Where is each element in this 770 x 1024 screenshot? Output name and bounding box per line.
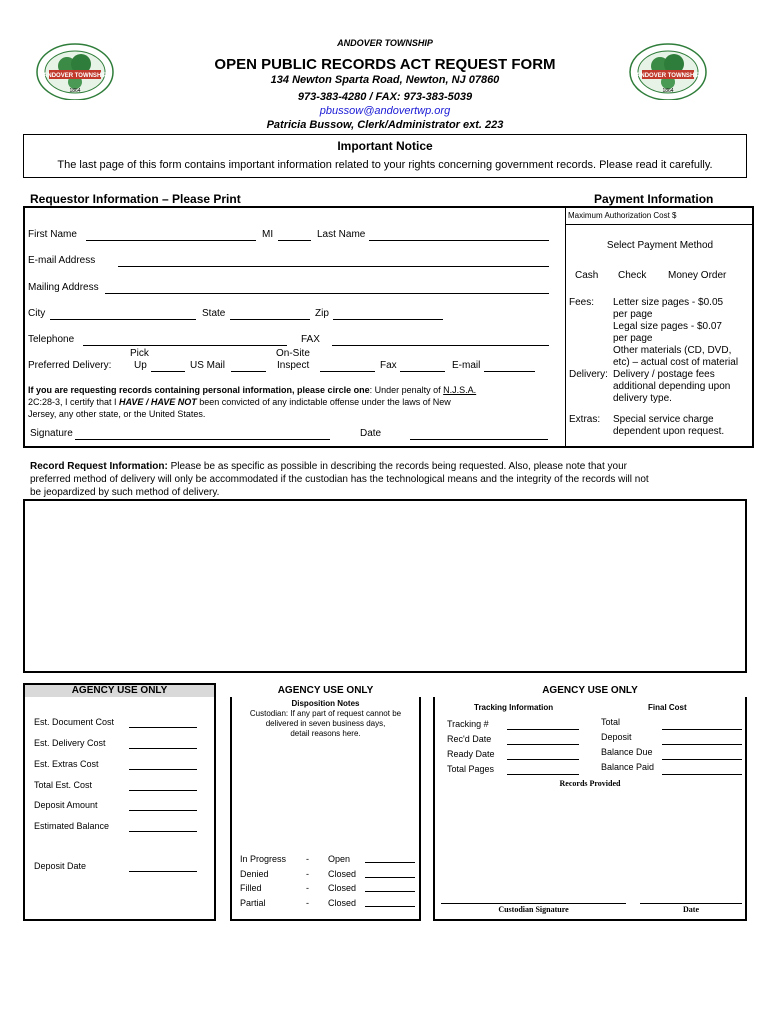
deposit-date-field[interactable] [129,871,197,872]
onsite-label: On-Site [276,348,310,359]
status-denied-field[interactable] [365,877,415,878]
select-payment-label: Select Payment Method [606,240,714,251]
svg-text:ANDOVER TOWNSHIP: ANDOVER TOWNSHIP [43,73,107,79]
check-option[interactable]: Check [618,270,647,281]
last-name-label: Last Name [317,229,366,240]
pick-label: Pick [130,348,149,359]
fax-label: FAX [301,334,320,345]
recd-date-label: Rec'd Date [447,734,492,744]
agency-header-3: AGENCY USE ONLY [433,685,747,697]
usmail-label: US Mail [190,360,226,371]
clerk-name: Patricia Bussow, Clerk/Administrator ext. 223 [266,119,504,131]
fees-list: Letter size pages - $0.05 per page Legal size pages - $0.07 per page Other materials (CD, DVD, etc) – actual cost of material [613,297,739,368]
inspect-label: Inspect [277,360,310,371]
deposit-label: Deposit [601,732,632,742]
fax-delivery-field[interactable] [400,371,445,372]
total-pages-field[interactable] [507,774,579,775]
preferred-delivery-label: Preferred Delivery: [28,360,112,371]
status-filled-field[interactable] [365,891,415,892]
email-label: E-mail Address [28,255,96,266]
pickup-label: Up [134,360,147,371]
est-extras-cost-field[interactable] [129,769,197,770]
fees-label: Fees: [569,297,595,308]
fax-field[interactable] [332,345,549,346]
usmail-field[interactable] [231,371,266,372]
records-provided-label: Records Provided [559,779,621,788]
balance-due-field[interactable] [662,759,742,760]
balance-paid-field[interactable] [662,774,742,775]
total-label: Total [601,717,621,727]
est-balance-label: Estimated Balance [34,821,110,831]
money-order-option[interactable]: Money Order [668,270,727,281]
mailing-label: Mailing Address [28,282,99,293]
svg-text:1864: 1864 [662,88,674,94]
total-field[interactable] [662,729,742,730]
delivery-text: Delivery / postage fees additional depending upon delivery type. [613,369,731,404]
balance-paid-label: Balance Paid [601,762,655,772]
est-doc-cost-label: Est. Document Cost [34,717,115,727]
total-pages-label: Total Pages [447,764,495,774]
custodian-signature-field[interactable] [441,903,626,904]
custodian-date-field[interactable] [640,903,742,904]
agency-header-1: AGENCY USE ONLY [25,685,214,697]
first-name-field[interactable] [86,240,256,241]
est-extras-cost-label: Est. Extras Cost [34,759,99,769]
disposition-title: Disposition Notes [291,699,360,708]
delivery-label: Delivery: [569,369,608,380]
date-label: Date [360,428,382,439]
tracking-label: Tracking # [447,719,489,729]
state-field[interactable] [230,319,310,320]
inspect-field[interactable] [320,371,375,372]
tracking-info-title: Tracking Information [474,703,554,712]
zip-label: Zip [315,308,329,319]
signature-label: Signature [30,428,73,439]
fax-delivery-label: Fax [380,360,397,371]
balance-due-label: Balance Due [601,747,653,757]
phone-fax: 973-383-4280 / FAX: 973-383-5039 [297,91,473,103]
email-delivery-field[interactable] [484,371,535,372]
tracking-field[interactable] [507,729,579,730]
telephone-field[interactable] [83,345,287,346]
have-have-not-option[interactable]: HAVE / HAVE NOT [119,397,197,407]
total-est-cost-label: Total Est. Cost [34,780,93,790]
disposition-note: Custodian: If any part of request cannot be delivered in seven business days, detail reasons here. [249,709,402,738]
email-field[interactable] [118,266,549,267]
township-name: ANDOVER TOWNSHIP [337,38,433,48]
est-delivery-cost-field[interactable] [129,748,197,749]
recd-date-field[interactable] [507,744,579,745]
pickup-field[interactable] [151,371,185,372]
deposit-amount-field[interactable] [129,810,197,811]
record-request-instructions: Record Request Information: Please be as specific as possible in describing the records being requested. Also, please note that your preferred method of delivery will only be accommodated if the custodian has the technological means and the integrity of the records will not be jeopardized by such method of delivery. [30,461,649,498]
ready-date-field[interactable] [507,759,579,760]
form-title: OPEN PUBLIC RECORDS ACT REQUEST FORM [214,56,556,73]
cash-option[interactable]: Cash [575,270,599,281]
status-open-field[interactable] [365,862,415,863]
email-delivery-label: E-mail [452,360,481,371]
svg-text:ANDOVER TOWNSHIP: ANDOVER TOWNSHIP [636,73,700,79]
payment-divider [566,224,753,225]
email-link[interactable]: pbussow@andovertwp.org [319,105,451,117]
est-balance-field[interactable] [129,831,197,832]
state-label: State [202,308,226,319]
ready-date-label: Ready Date [447,749,495,759]
mailing-field[interactable] [105,293,549,294]
deposit-amount-label: Deposit Amount [34,800,98,810]
status-partial-field[interactable] [365,906,415,907]
custodian-date-label: Date [683,905,699,914]
mi-field[interactable] [278,240,311,241]
extras-label: Extras: [569,414,601,425]
status-dashes: - - - - [306,854,309,908]
est-delivery-cost-label: Est. Delivery Cost [34,738,106,748]
personal-info-line2: 2C:28-3, I certify that I HAVE / HAVE NOT been convicted of any indictable offense under the laws of New [28,397,451,407]
city-field[interactable] [50,319,196,320]
deposit-date-label: Deposit Date [34,861,87,871]
personal-info-line3: Jersey, any other state, or the United States. [28,409,206,419]
final-cost-title: Final Cost [648,703,687,712]
mi-label: MI [262,229,274,240]
notice-box [23,134,747,178]
custodian-signature-label: Custodian Signature [498,905,569,914]
max-auth-label: Maximum Authorization Cost $ [568,211,677,220]
total-est-cost-field[interactable] [129,790,197,791]
deposit-field[interactable] [662,744,742,745]
est-doc-cost-field[interactable] [129,727,197,728]
city-label: City [28,308,46,319]
telephone-label: Telephone [28,334,75,345]
address: 134 Newton Sparta Road, Newton, NJ 07860 [270,74,500,86]
signature-field[interactable] [75,439,330,440]
status-states: Open Closed Closed Closed [328,854,357,908]
extras-text: Special service charge dependent upon request. [613,414,725,437]
first-name-label: First Name [28,229,77,240]
requestor-title: Requestor Information – Please Print [30,192,241,206]
svg-text:1864: 1864 [69,88,81,94]
agency-header-2: AGENCY USE ONLY [230,685,421,697]
last-name-field[interactable] [369,240,549,241]
status-labels: In Progress Denied Filled Partial [240,854,287,908]
record-request-textarea[interactable] [23,499,747,673]
notice-text: The last page of this form contains important information related to your rights concerning government records. Please read it carefully. [57,159,713,171]
date-field[interactable] [410,439,548,440]
personal-info-line1: If you are requesting records containing personal information, please circle one: Under penalty of N.J.S.A. [28,385,477,395]
payment-title: Payment Information [594,192,714,206]
zip-field[interactable] [333,319,443,320]
notice-title: Important Notice [337,139,433,153]
